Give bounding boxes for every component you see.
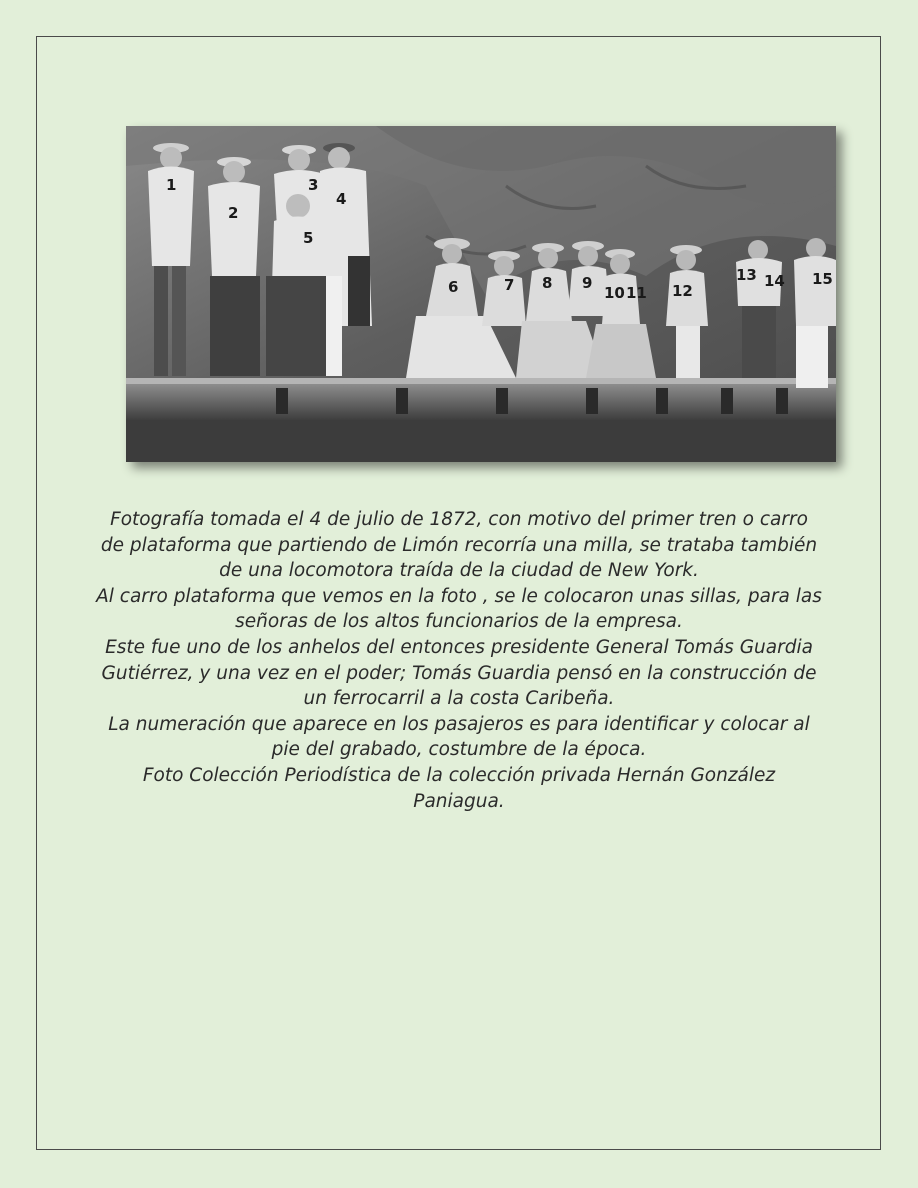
passenger-number: 9 <box>582 274 593 292</box>
photo-illustration <box>126 126 836 462</box>
passenger-number: 10 <box>604 284 625 302</box>
caption-paragraph: Fotografía tomada el 4 de julio de 1872, con motivo del primer tren o carro de plataforma que partiendo de Limón recorría una milla, se trataba también de una locomotora traída de la ciudad de New York. <box>100 509 818 582</box>
passenger-number: 3 <box>308 176 319 194</box>
passenger-number: 4 <box>336 190 347 208</box>
passenger-number: 11 <box>626 284 647 302</box>
passenger-number: 14 <box>764 272 785 290</box>
photo-caption <box>96 507 822 814</box>
passenger-number: 6 <box>448 278 459 296</box>
passenger-number: 12 <box>672 282 693 300</box>
passenger-number: 2 <box>228 204 239 222</box>
passenger-number: 8 <box>542 274 553 292</box>
caption-paragraph: Foto Colección Periodística de la colección privada Hernán González Paniagua. <box>142 764 776 812</box>
passenger-number: 5 <box>303 229 314 247</box>
passenger-number: 7 <box>504 276 515 294</box>
caption-paragraph: Al carro plataforma que vemos en la foto , se le colocaron unas sillas, para las señoras de los altos funcionarios de la empresa. <box>96 585 822 633</box>
passenger-number: 15 <box>812 270 833 288</box>
caption-paragraph: La numeración que aparece en los pasajeros es para identificar y colocar al pie del grabado, costumbre de la época. <box>108 713 810 761</box>
caption-paragraph: Este fue uno de los anhelos del entonces presidente General Tomás Guardia Gutiérrez, y una vez en el poder; Tomás Guardia pensó en la construcción de un ferrocarril a la costa Caribeña. <box>101 636 817 710</box>
historic-train-photo <box>126 126 836 462</box>
passenger-number: 13 <box>736 266 757 284</box>
passenger-number: 1 <box>166 176 177 194</box>
